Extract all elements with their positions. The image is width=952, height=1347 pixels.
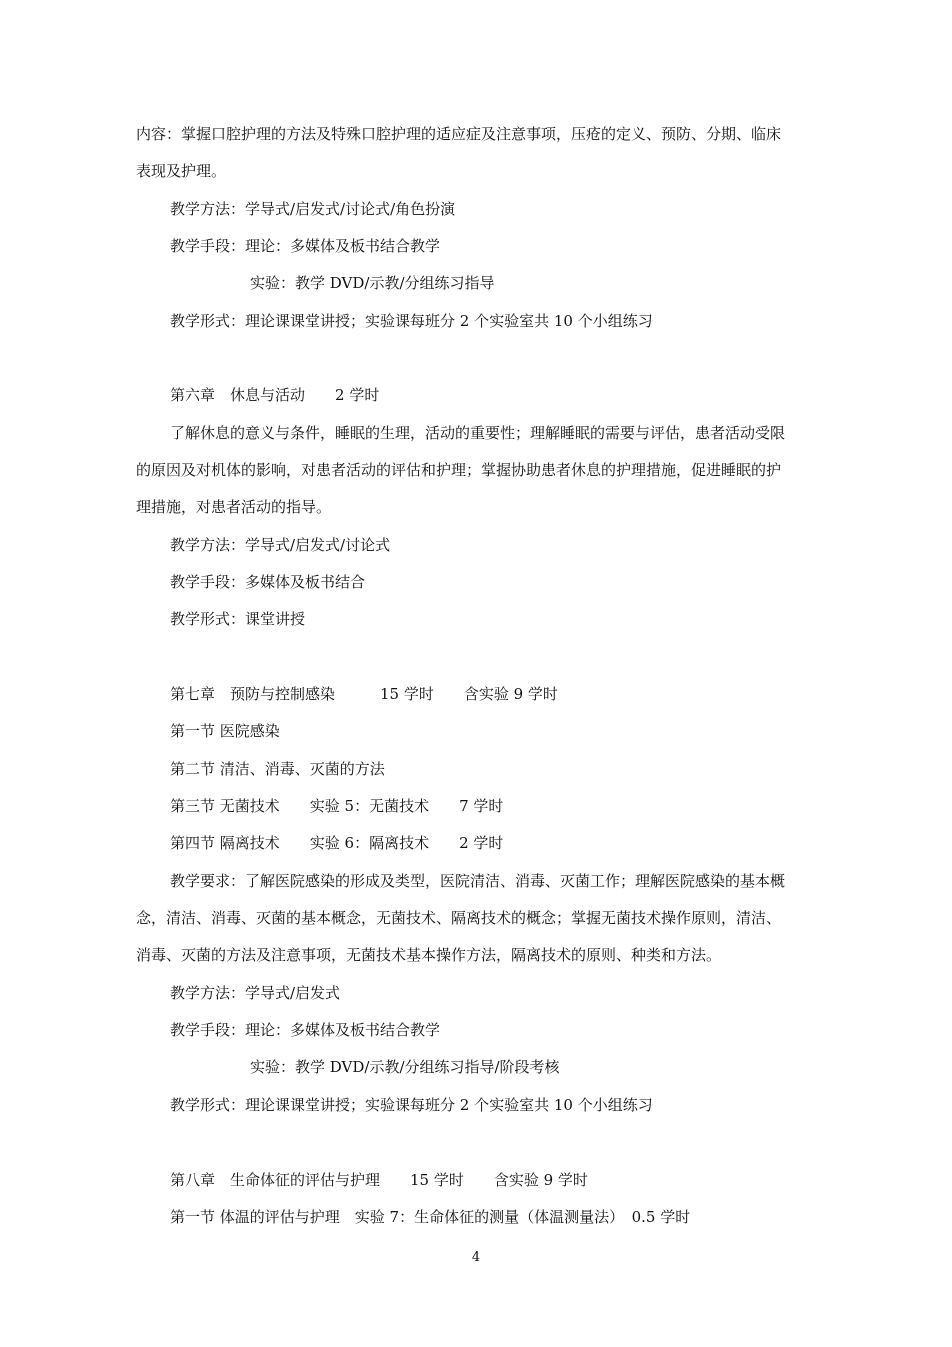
- text-line: 实验：教学 DVD/示教/分组练习指导/阶段考核: [250, 1058, 560, 1076]
- chapter-heading: 第七章 预防与控制感染 15 学时 含实验 9 学时: [170, 685, 558, 703]
- text-line: 念，清洁、消毒、灭菌的基本概念，无菌技术、隔离技术的概念；掌握无菌技术操作原则，清洁、: [136, 909, 782, 927]
- section-line: 第一节 医院感染: [170, 722, 280, 740]
- text-line: 教学要求：了解医院感染的形成及类型，医院清洁、消毒、灭菌工作；理解医院感染的基本概: [170, 872, 786, 890]
- text-line: 理措施，对患者活动的指导。: [136, 498, 332, 516]
- text-line: 教学手段：理论：多媒体及板书结合教学: [170, 1021, 441, 1039]
- text-line: 教学方法：学导式/启发式: [170, 984, 341, 1002]
- text-line: 教学形式：理论课课堂讲授；实验课每班分 2 个实验室共 10 个小组练习: [170, 1096, 653, 1114]
- text-line: 实验：教学 DVD/示教/分组练习指导: [250, 274, 495, 292]
- text-line: 了解休息的意义与条件，睡眠的生理，活动的重要性；理解睡眠的需要与评估，患者活动受限: [170, 424, 786, 442]
- text-line: 教学方法：学导式/启发式/讨论式: [170, 536, 391, 554]
- text-line: 教学形式：课堂讲授: [170, 610, 306, 628]
- text-line: 教学方法：学导式/启发式/讨论式/角色扮演: [170, 200, 456, 218]
- section-line: 第二节 清洁、消毒、灭菌的方法: [170, 760, 385, 778]
- section-line: 第一节 体温的评估与护理 实验 7：生命体征的测量（体温测量法） 0.5 学时: [170, 1208, 691, 1226]
- section-line: 第四节 隔离技术 实验 6：隔离技术 2 学时: [170, 834, 504, 852]
- text-line: 表现及护理。: [136, 162, 227, 180]
- text-line: 教学手段：多媒体及板书结合: [170, 573, 366, 591]
- text-line: 的原因及对机体的影响，对患者活动的评估和护理；掌握协助患者休息的护理措施，促进睡眠的护: [136, 461, 782, 479]
- text-line: 教学形式：理论课课堂讲授；实验课每班分 2 个实验室共 10 个小组练习: [170, 312, 653, 330]
- section-line: 第三节 无菌技术 实验 5：无菌技术 7 学时: [170, 797, 504, 815]
- page-number: 4: [471, 1250, 481, 1265]
- text-line: 消毒、灭菌的方法及注意事项，无菌技术基本操作方法，隔离技术的原则、种类和方法。: [136, 946, 722, 964]
- text-line: 教学手段：理论：多媒体及板书结合教学: [170, 237, 441, 255]
- chapter-heading: 第六章 休息与活动 2 学时: [170, 386, 380, 404]
- text-line: 内容：掌握口腔护理的方法及特殊口腔护理的适应症及注意事项，压疮的定义、预防、分期、临床: [136, 125, 782, 143]
- chapter-heading: 第八章 生命体征的评估与护理 15 学时 含实验 9 学时: [170, 1171, 588, 1189]
